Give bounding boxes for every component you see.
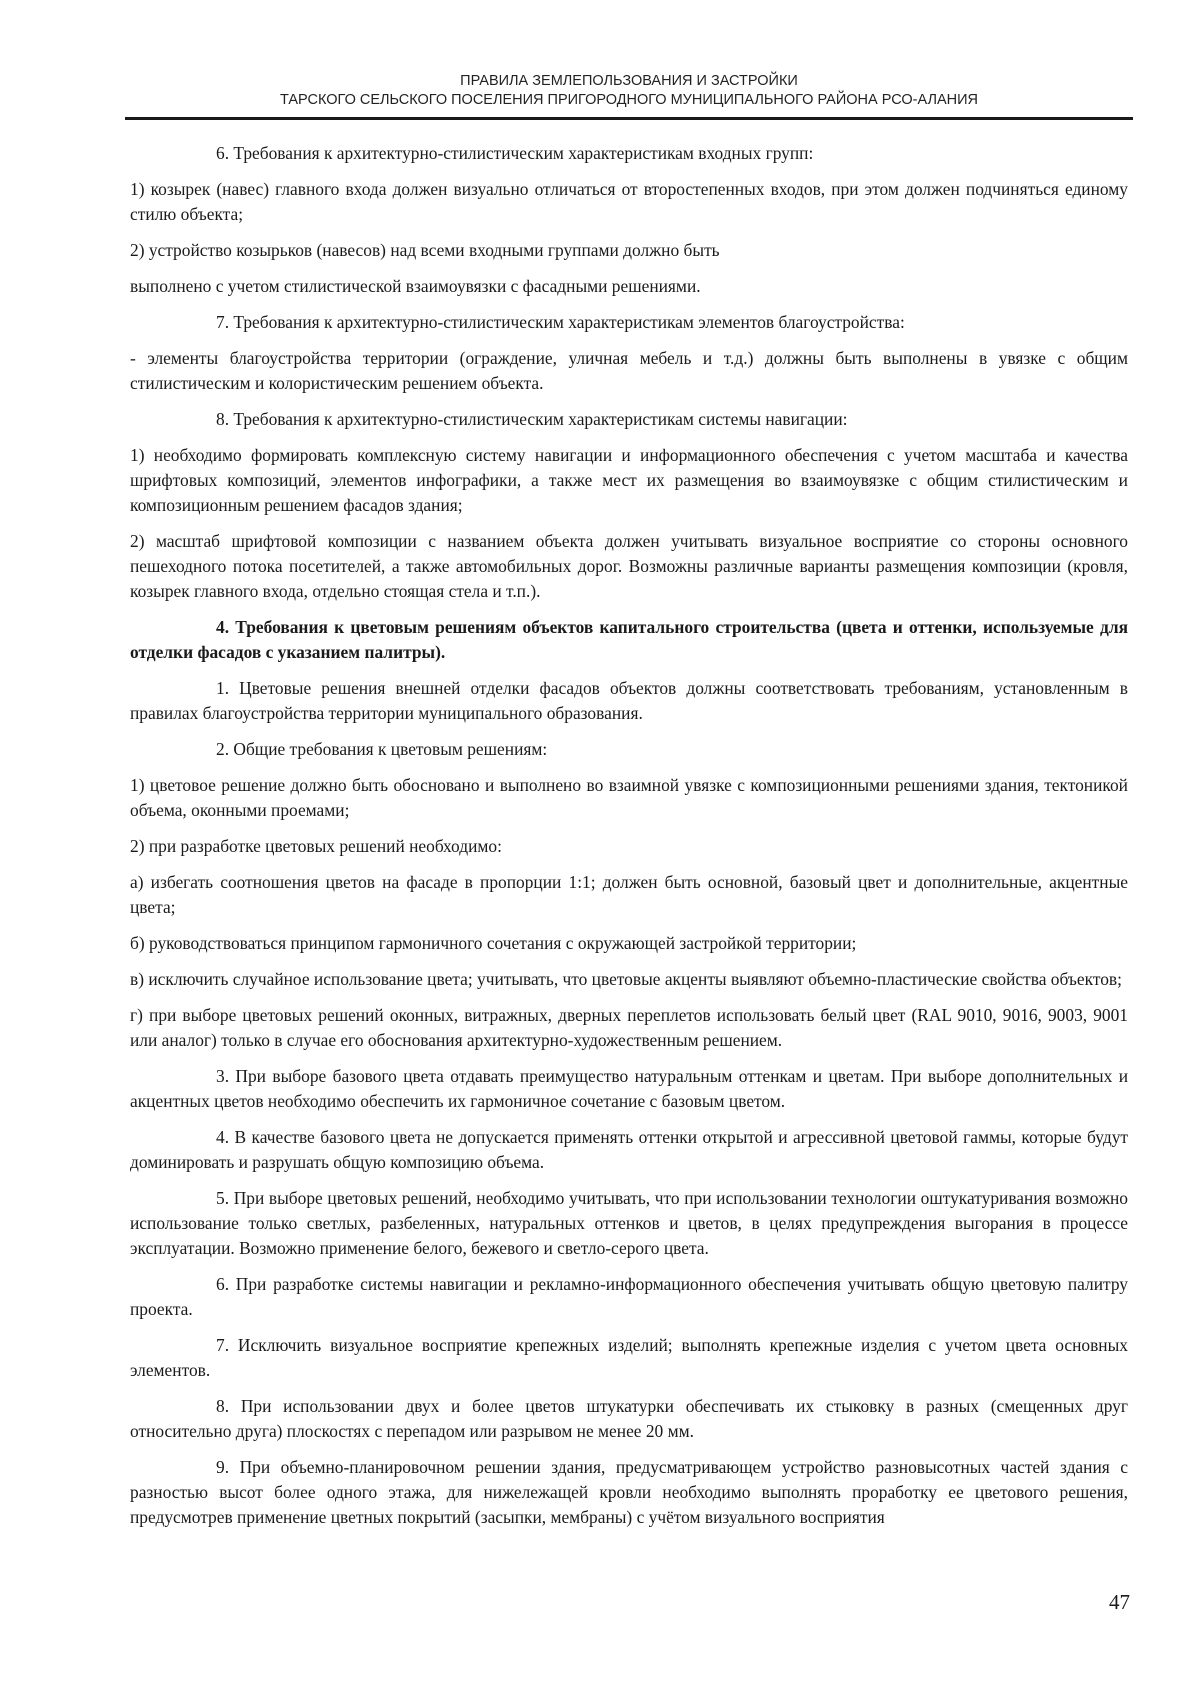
header-title-line2: ТАРСКОГО СЕЛЬСКОГО ПОСЕЛЕНИЯ ПРИГОРОДНОГО МУНИЦИПАЛЬНОГО РАЙОНА РСО-АЛАНИЯ [279, 92, 979, 108]
section-heading: 4. Требования к цветовым решениям объектов капитального строительства (цвета и оттенки, используемые для отделки фасадов с указанием палитры). [130, 617, 1128, 662]
paragraph: 2) при разработке цветовых решений необходимо: [130, 836, 502, 856]
paragraph: 3. При выборе базового цвета отдавать преимущество натуральным оттенкам и цветам. При выборе дополнительных и акцентных цветов необходимо обеспечить их гармоничное сочетание с базовым цветом. [130, 1066, 1128, 1111]
paragraph: 4. В качестве базового цвета не допускается применять оттенки открытой и агрессивной цветовой гаммы, которые будут доминировать и разрушать общую композицию объема. [130, 1127, 1128, 1172]
paragraph: 9. При объемно-планировочном решении здания, предусматривающем устройство разновысотных частей здания с разностью высот более одного этажа, для нижележащей кровли необходимо выполнять проработку ее цветового решения, предусмотрев применение цветных покрытий (засыпки, мембраны) с учётом визуального восприятия [130, 1457, 1128, 1527]
paragraph: 1) цветовое решение должно быть обосновано и выполнено во взаимной увязке с композиционными решениями здания, тектоникой объема, оконными проемами; [130, 775, 1128, 820]
paragraph: - элементы благоустройства территории (ограждение, уличная мебель и т.д.) должны быть выполнены в увязке с общим стилистическим и колористическим решением объекта. [130, 348, 1128, 393]
paragraph: выполнено с учетом стилистической взаимоувязки с фасадными решениями. [130, 276, 701, 296]
paragraph: 1) козырек (навес) главного входа должен визуально отличаться от второстепенных входов, при этом должен подчиняться единому стилю объекта; [130, 179, 1128, 224]
paragraph: 6. Требования к архитектурно-стилистическим характеристикам входных групп: [216, 143, 814, 163]
paragraph: 2) устройство козырьков (навесов) над всеми входными группами должно быть [130, 240, 720, 260]
running-header [125, 72, 1133, 110]
paragraph: 1. Цветовые решения внешней отделки фасадов объектов должны соответствовать требованиям, установленным в правилах благоустройства территории муниципального образования. [130, 678, 1128, 723]
paragraph: 5. При выборе цветовых решений, необходимо учитывать, что при использовании технологии оштукатуривания возможно использование только светлых, разбеленных, натуральных оттенков и цветов, в целях предупреждения выгорания в процессе эксплуатации. Возможно применение белого, бежевого и светло-серого цвета. [130, 1188, 1128, 1258]
paragraph: г) при выборе цветовых решений оконных, витражных, дверных переплетов использовать белый цвет (RAL 9010, 9016, 9003, 9001 или аналог) только в случае его обоснования архитектурно-художественным решением. [130, 1005, 1128, 1050]
header-title-line1: ПРАВИЛА ЗЕМЛЕПОЛЬЗОВАНИЯ И ЗАСТРОЙКИ [460, 73, 798, 89]
paragraph: 6. При разработке системы навигации и рекламно-информационного обеспечения учитывать общую цветовую палитру проекта. [130, 1274, 1128, 1319]
paragraph: 8. Требования к архитектурно-стилистическим характеристикам системы навигации: [216, 409, 848, 429]
paragraph: 8. При использовании двух и более цветов штукатурки обеспечивать их стыковку в разных (смещенных друг относительно друга) плоскостях с перепадом или разрывом не менее 20 мм. [130, 1396, 1128, 1441]
page-number: 47 [1109, 1590, 1130, 1614]
paragraph: б) руководствоваться принципом гармоничного сочетания с окружающей застройкой территории; [130, 933, 857, 953]
paragraph: 1) необходимо формировать комплексную систему навигации и информационного обеспечения с учетом масштаба и качества шрифтовых композиций, элементов инфографики, а также мест их размещения во взаимоувязке с общим стилистическим и композиционным решением фасадов здания; [130, 445, 1128, 515]
document-body [130, 141, 1128, 1541]
paragraph: а) избегать соотношения цветов на фасаде в пропорции 1:1; должен быть основной, базовый цвет и дополнительные, акцентные цвета; [130, 872, 1128, 917]
paragraph: 2. Общие требования к цветовым решениям: [216, 739, 548, 759]
paragraph: 7. Исключить визуальное восприятие крепежных изделий; выполнять крепежные изделия с учетом цвета основных элементов. [130, 1335, 1128, 1380]
paragraph: в) исключить случайное использование цвета; учитывать, что цветовые акценты выявляют объемно-пластические свойства объектов; [130, 969, 1122, 989]
header-rule [125, 117, 1133, 120]
paragraph: 2) масштаб шрифтовой композиции с названием объекта должен учитывать визуальное восприятие со стороны основного пешеходного потока посетителей, а также автомобильных дорог. Возможны различные варианты размещения композиции (кровля, козырек главного входа, отдельно стоящая стела и т.п.). [130, 531, 1128, 601]
paragraph: 7. Требования к архитектурно-стилистическим характеристикам элементов благоустройства: [216, 312, 905, 332]
